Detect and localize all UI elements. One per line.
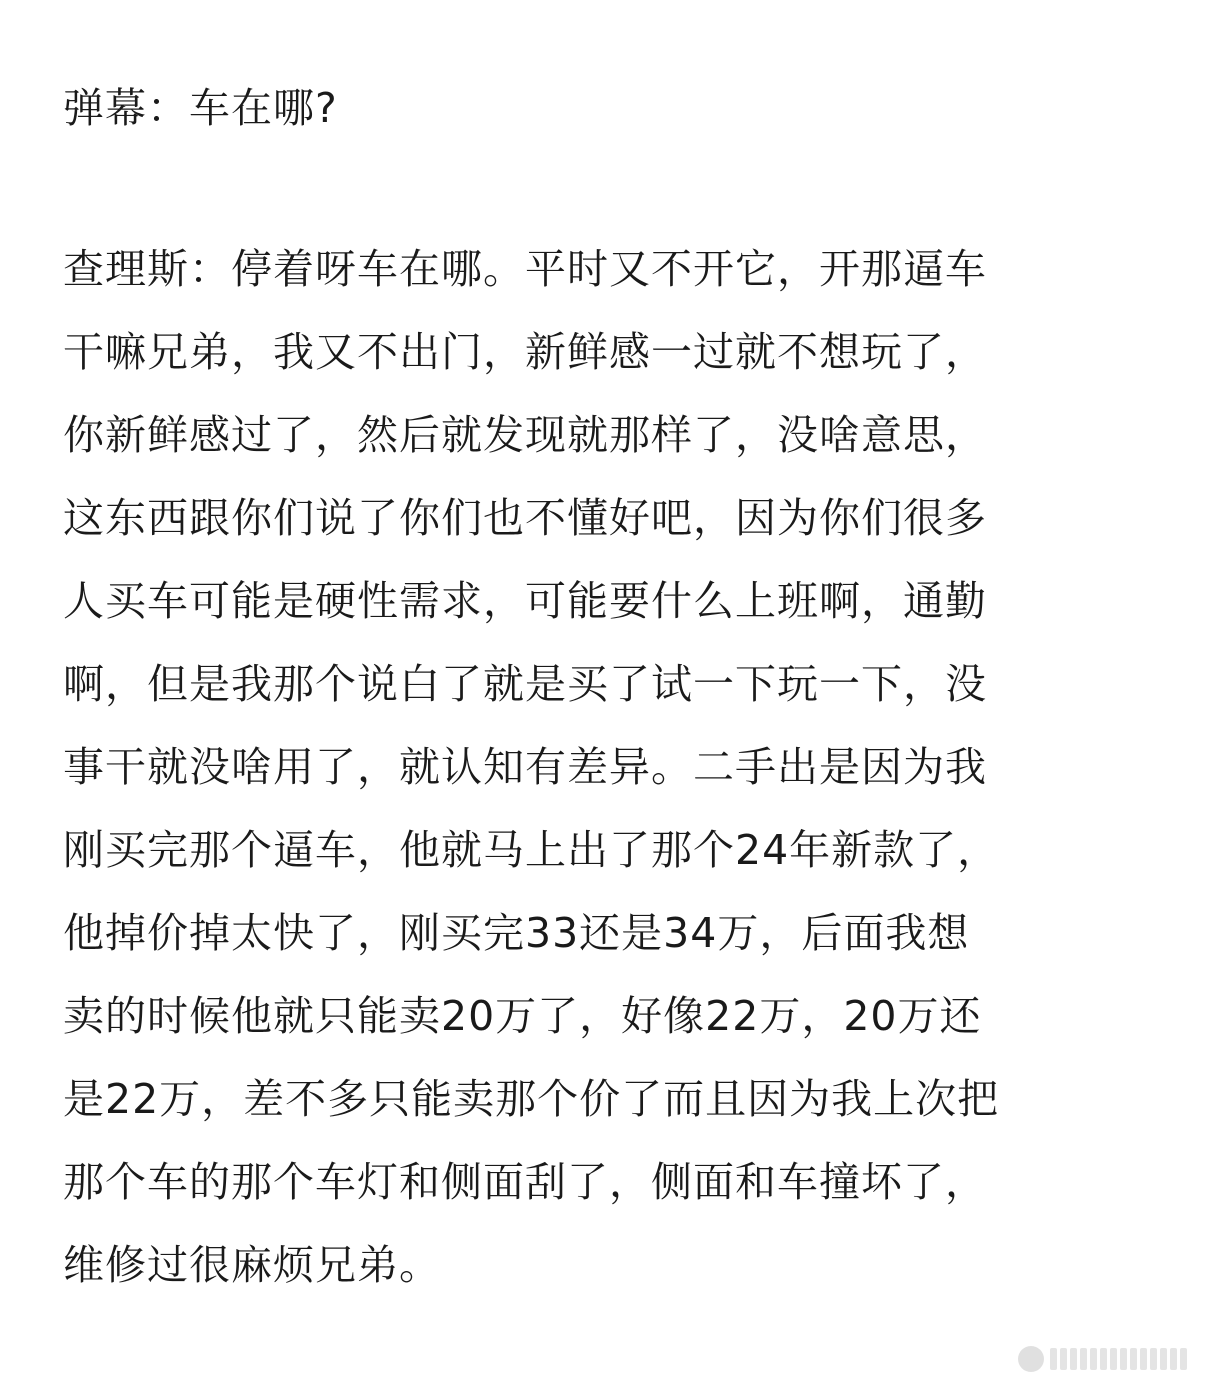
danmu-line: 弹幕：车在哪? <box>63 84 338 132</box>
text-line: 你新鲜感过了，然后就发现就那样了，没啥意思， <box>63 411 987 459</box>
text-line: 维修过很麻烦兄弟。 <box>63 1241 441 1289</box>
text-line: 他掉价掉太快了，刚买完33还是34万，后面我想 <box>63 909 970 957</box>
text-line: 干嘛兄弟，我又不出门，新鲜感一过就不想玩了， <box>63 328 987 376</box>
text-line: 刚买完那个逼车，他就马上出了那个24年新款了， <box>63 826 1000 874</box>
watermark-circle-icon <box>1018 1346 1044 1372</box>
text-line: 这东西跟你们说了你们也不懂好吧，因为你们很多 <box>63 494 987 542</box>
text-line: 卖的时候他就只能卖20万了，好像22万，20万还 <box>63 992 982 1040</box>
watermark-logo <box>1018 1346 1187 1372</box>
text-line: 啊，但是我那个说白了就是买了试一下玩一下，没 <box>63 660 987 708</box>
text-line: 查理斯：停着呀车在哪。平时又不开它，开那逼车 <box>63 245 987 293</box>
text-line: 事干就没啥用了，就认知有差异。二手出是因为我 <box>63 743 987 791</box>
text-line: 是22万，差不多只能卖那个价了而且因为我上次把 <box>63 1075 1000 1123</box>
text-line: 那个车的那个车灯和侧面刮了，侧面和车撞坏了， <box>63 1158 987 1206</box>
watermark-bars-icon <box>1050 1348 1187 1370</box>
text-line: 人买车可能是硬性需求，可能要什么上班啊，通勤 <box>63 577 987 625</box>
